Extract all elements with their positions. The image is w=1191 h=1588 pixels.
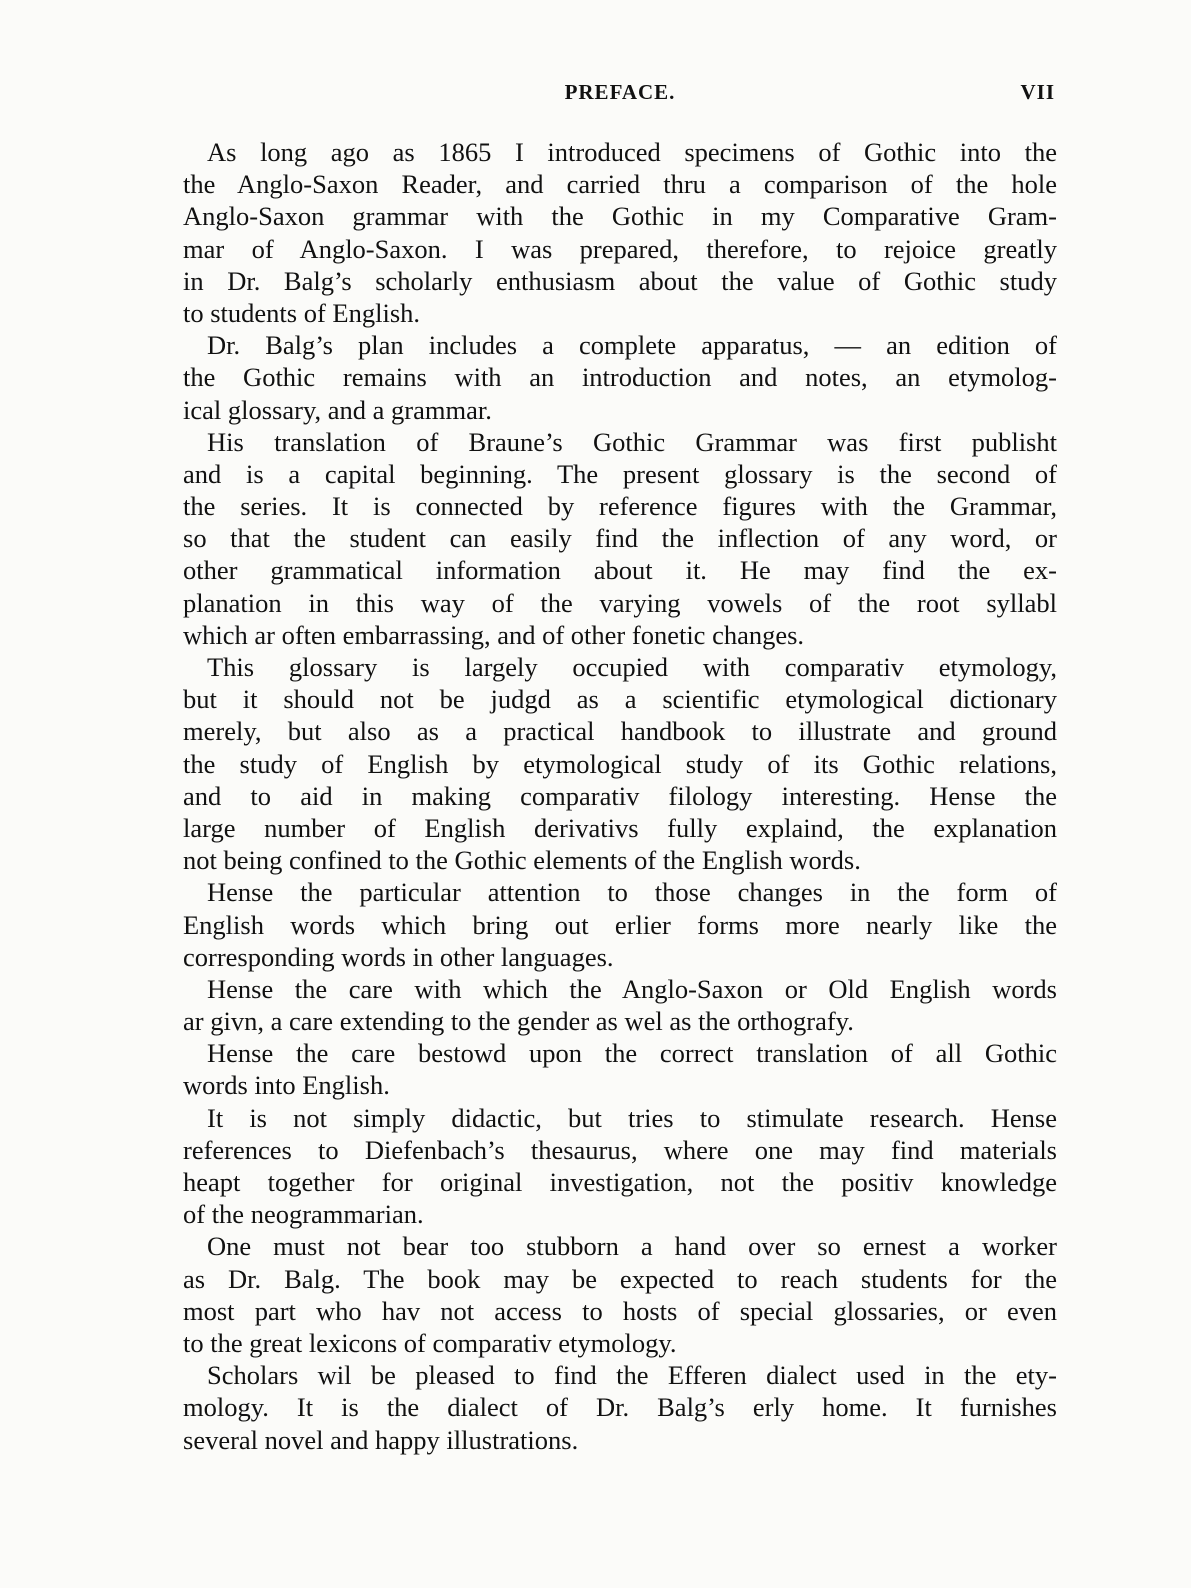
text-line: and is a capital beginning. The present glossary is the second of (183, 458, 1057, 489)
text-line: so that the student can easily find the inflection of any word, or (183, 523, 1057, 554)
text-line: One must not bear too stubborn a hand over so ernest a worker (207, 1231, 1057, 1262)
text-line: as Dr. Balg. The book may be expected to reach students for the (183, 1263, 1057, 1294)
text-line: and to aid in making comparativ filology interesting. Hense the (183, 780, 1057, 811)
text-line: several novel and happy illustrations. (183, 1424, 579, 1455)
text-line: to students of English. (183, 297, 421, 328)
text-line: not being confined to the Gothic elements of the English words. (183, 845, 861, 876)
paragraph (183, 329, 1057, 426)
preface-text (183, 136, 1057, 1456)
paragraph (183, 1102, 1057, 1231)
text-line: His translation of Braune’s Gothic Grammar was first publisht (207, 426, 1057, 457)
text-line: the Gothic remains with an introduction and notes, an etymolog- (183, 362, 1057, 393)
text-line: As long ago as 1865 I introduced specimens of Gothic into the (207, 137, 1057, 167)
text-line: It is not simply didactic, but tries to stimulate research. Hense (207, 1102, 1057, 1133)
text-line: Scholars wil be pleased to find the Efferen dialect used in the ety- (207, 1360, 1057, 1391)
paragraph (183, 651, 1057, 876)
running-title: PREFACE. (564, 80, 676, 104)
text-line: planation in this way of the varying vowels of the root syllabl (183, 587, 1057, 618)
text-line: mar of Anglo-Saxon. I was prepared, therefore, to rejoice greatly (183, 233, 1057, 264)
text-line: This glossary is largely occupied with comparativ etymology, (207, 652, 1057, 682)
text-line: corresponding words in other languages. (183, 941, 614, 972)
text-line: Anglo-Saxon grammar with the Gothic in my Comparative Gram- (183, 201, 1057, 232)
text-line: but it should not be judgd as a scientific etymological dictionary (183, 684, 1057, 715)
text-line: to the great lexicons of comparativ etymology. (183, 1327, 677, 1358)
text-line: heapt together for original investigation, not the positiv knowledge (183, 1167, 1057, 1197)
text-line: ar givn, a care extending to the gender as wel as the orthografy. (183, 1006, 854, 1037)
page-number: VII (1020, 80, 1055, 104)
text-line: Dr. Balg’s plan includes a complete apparatus, — an edition of (207, 330, 1057, 361)
text-line: in Dr. Balg’s scholarly enthusiasm about the value of Gothic study (183, 265, 1057, 296)
text-line: words into English. (183, 1070, 390, 1101)
running-header (185, 80, 1055, 112)
text-line: Hense the particular attention to those changes in the form of (207, 877, 1057, 908)
paragraph (183, 1037, 1057, 1101)
text-line: the study of English by etymological study of its Gothic relations, (183, 748, 1057, 779)
text-line: Hense the care bestowd upon the correct translation of all Gothic (207, 1038, 1057, 1069)
text-line: Hense the care with which the Anglo-Saxon or Old English words (207, 973, 1057, 1004)
text-line: large number of English derivativs fully explaind, the explanation (183, 812, 1057, 843)
text-line: merely, but also as a practical handbook to illustrate and ground (183, 716, 1057, 747)
text-line: which ar often embarrassing, and of other fonetic changes. (183, 619, 805, 650)
text-line: references to Diefenbach’s thesaurus, where one may find materials (183, 1134, 1057, 1165)
text-line: the Anglo-Saxon Reader, and carried thru a comparison of the hole (183, 169, 1057, 200)
paragraph (183, 973, 1057, 1037)
text-line: other grammatical information about it. He may find the ex- (183, 555, 1057, 586)
text-line: English words which bring out erlier forms more nearly like the (183, 909, 1057, 940)
paragraph (183, 426, 1057, 651)
text-line: of the neogrammarian. (183, 1199, 424, 1230)
text-line: mology. It is the dialect of Dr. Balg’s erly home. It furnishes (183, 1392, 1057, 1423)
text-line: the series. It is connected by reference figures with the Grammar, (183, 491, 1057, 522)
paragraph (183, 1359, 1057, 1456)
paragraph (183, 136, 1057, 329)
paragraph (183, 1230, 1057, 1359)
text-line: most part who hav not access to hosts of special glossaries, or even (183, 1295, 1057, 1326)
paragraph (183, 876, 1057, 973)
text-line: ical glossary, and a grammar. (183, 394, 492, 425)
